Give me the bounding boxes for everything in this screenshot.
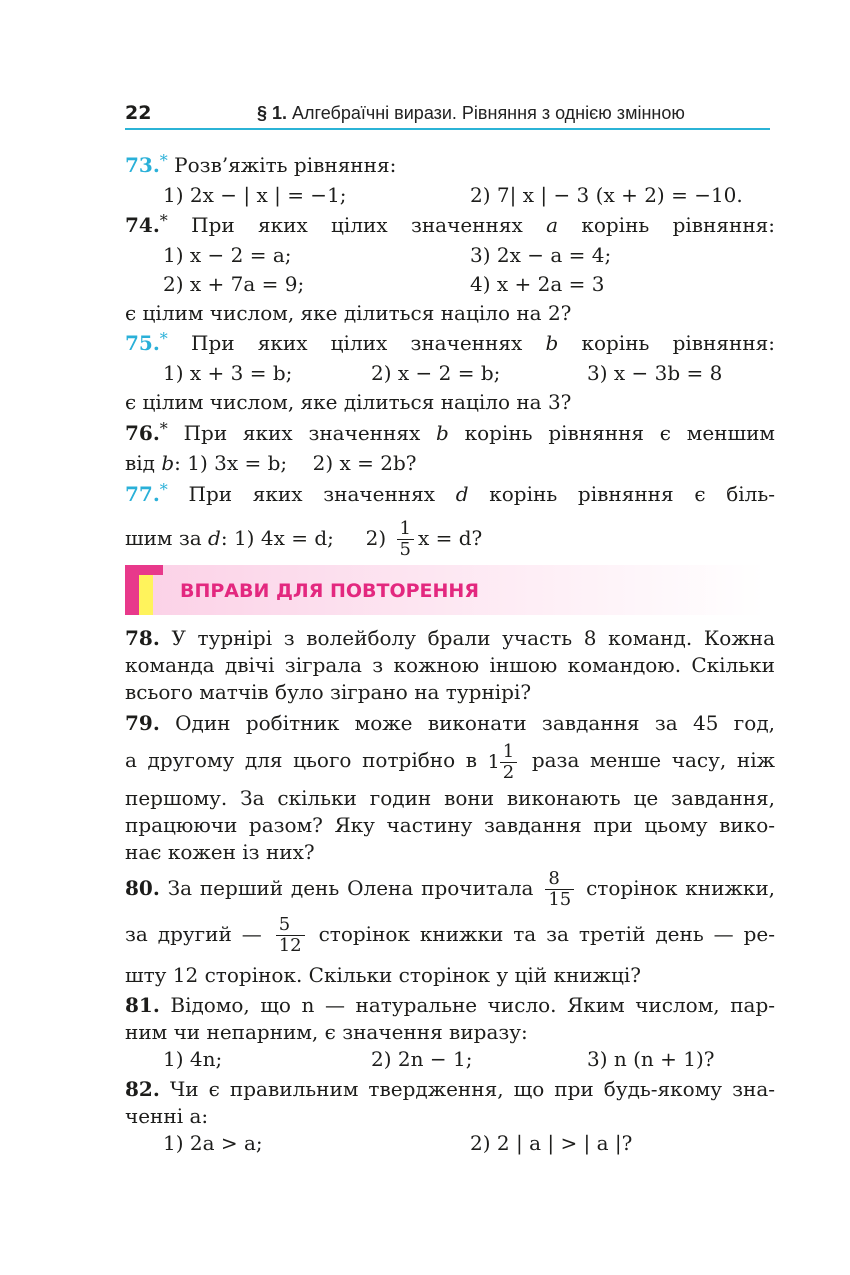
problem-text: Розв’яжіть рівняння:	[174, 153, 397, 177]
variable: a	[546, 213, 558, 237]
problem-text: Один робітник може виконати завдання за 45 год,	[175, 711, 775, 735]
item-label: 2)	[365, 526, 387, 550]
section-mark: § 1.	[257, 103, 288, 123]
item: 1) 2x − | x | = −1;	[163, 183, 347, 207]
problem-82-line1	[125, 1076, 775, 1102]
item: 2) 2 | a | > | a |?	[470, 1131, 633, 1155]
page-number: 22	[125, 102, 152, 124]
star-mark: *	[159, 151, 168, 170]
problem-text: сторінок книжки,	[586, 876, 776, 900]
problem-74	[125, 212, 775, 240]
problem-text: При яких значеннях	[188, 482, 436, 506]
problem-81-line2: ним чи непарним, є значення виразу:	[125, 1020, 528, 1044]
problem-number: 80.	[125, 876, 160, 900]
problem-text: корінь рівняння є біль-	[489, 482, 776, 506]
problem-79-line5: нає кожен із них?	[125, 840, 315, 864]
problem-76	[125, 420, 775, 448]
problem-text: корінь рівняння:	[581, 213, 776, 237]
problem-79-line3: першому. За скільки годин вони виконають це завдання,	[125, 786, 775, 810]
variable: b	[161, 451, 175, 475]
fraction-numerator: 1	[500, 742, 517, 763]
problem-80-line3: шту 12 сторінок. Скільки сторінок у цій книжці?	[125, 963, 642, 987]
problem-78-line3: всього матчів було зіграно на турнірі?	[125, 680, 532, 704]
problem-73	[125, 152, 775, 180]
fraction	[500, 742, 517, 783]
problem-77	[125, 481, 775, 509]
problem-number: 77.	[125, 482, 160, 506]
problem-text: За перший день Олена прочитала	[167, 876, 534, 900]
fraction-denominator: 5	[399, 539, 411, 560]
item: 2) x = 2b?	[312, 451, 417, 475]
banner-accent	[125, 565, 139, 615]
item: 4) x + 2a = 3	[470, 272, 605, 296]
problem-78-line1	[125, 625, 775, 651]
item: 1) 2a > a;	[163, 1131, 263, 1155]
variable: d	[455, 482, 469, 506]
problem-number: 82.	[125, 1077, 160, 1101]
problem-80-line1	[125, 863, 775, 913]
item: 3) x − 3b = 8	[587, 361, 723, 385]
item: x = d?	[418, 526, 483, 550]
problem-text: Чи є правильним твердження, що при будь-якому зна-	[169, 1077, 775, 1101]
problem-81-line1	[125, 992, 775, 1018]
problem-77-line2	[125, 515, 775, 561]
mixed-number	[488, 738, 522, 785]
fraction	[545, 869, 574, 910]
item: 2) 7| x | − 3 (x + 2) = −10.	[470, 183, 743, 207]
problem-number: 75.	[125, 331, 160, 355]
problem-76-line2	[125, 450, 775, 476]
item: 2) x − 2 = b;	[371, 361, 501, 385]
fraction-numerator: 5	[276, 915, 305, 936]
problem-text: У турнірі з волейболу брали участь 8 команд. Кожна	[171, 626, 775, 650]
item: 2) x + 7a = 9;	[163, 272, 305, 296]
problem-79-line1	[125, 710, 775, 736]
colon: :	[174, 451, 181, 475]
variable: b	[545, 331, 559, 355]
problem-79-line4: працюючи разом? Яку частину завдання при цьому вико-	[125, 813, 775, 837]
problem-79-line2	[125, 737, 775, 785]
problem-text: сторінок книжки та за третій день — ре-	[318, 922, 776, 946]
problem-number: 76.	[125, 421, 160, 445]
problem-text: При яких цілих значеннях	[191, 331, 523, 355]
fraction-denominator: 15	[548, 889, 572, 910]
item: 3) n (n + 1)?	[587, 1047, 715, 1071]
problem-text: за другий —	[125, 922, 262, 946]
item: 2) 2n − 1;	[371, 1047, 473, 1071]
problem-75	[125, 330, 775, 358]
variable: d	[208, 526, 221, 550]
banner-accent	[139, 565, 163, 575]
star-mark: *	[159, 480, 168, 499]
fraction	[276, 915, 305, 956]
problem-text: шим за	[125, 526, 202, 550]
problem-number: 81.	[125, 993, 160, 1017]
star-mark: *	[159, 329, 168, 348]
page-header	[125, 98, 770, 130]
problem-text: При яких цілих значеннях	[191, 213, 523, 237]
fraction	[397, 519, 414, 560]
running-title	[257, 103, 685, 124]
problem-text: корінь рівняння:	[581, 331, 776, 355]
problem-number: 78.	[125, 626, 160, 650]
problem-82-line2: ченні a:	[125, 1104, 209, 1128]
fraction-denominator: 2	[502, 762, 515, 783]
mixed-whole: 1	[487, 751, 500, 773]
star-mark: *	[159, 419, 168, 438]
section-title-text: Алгебраїчні вирази. Рівняння з однією змінною	[292, 103, 685, 123]
item: 1) x + 3 = b;	[163, 361, 293, 385]
fraction-denominator: 12	[278, 935, 302, 956]
item: 3) 2x − a = 4;	[470, 243, 612, 267]
item: 1) 4n;	[163, 1047, 223, 1071]
banner-accent	[139, 575, 153, 615]
problem-text: раза менше часу, ніж	[531, 748, 775, 772]
fraction-numerator: 1	[397, 519, 414, 540]
problem-80-line2	[125, 909, 775, 959]
problem-number: 74.	[125, 213, 160, 237]
problem-75-tail: є цілим числом, яке ділиться націло на 3?	[125, 390, 572, 414]
variable: b	[436, 421, 449, 445]
section-heading: ВПРАВИ ДЛЯ ПОВТОРЕННЯ	[180, 580, 479, 602]
problem-number: 79.	[125, 711, 160, 735]
problem-number: 73.	[125, 153, 160, 177]
problem-text: корінь рівняння є меншим	[464, 421, 775, 445]
colon: :	[220, 526, 228, 550]
item: 1) x − 2 = a;	[163, 243, 292, 267]
item: 1) 4x = d;	[233, 526, 334, 550]
problem-text: При яких значеннях	[183, 421, 421, 445]
fraction-numerator: 8	[545, 869, 574, 890]
item: 1) 3x = b;	[187, 451, 288, 475]
problem-text: від	[125, 451, 155, 475]
star-mark: *	[159, 211, 168, 230]
problem-text: Відомо, що n — натуральне число. Яким числом, пар-	[170, 993, 776, 1017]
problem-78-line2: команда двічі зіграла з кожною іншою командою. Скільки	[125, 653, 775, 677]
problem-text: а другому для цього потрібно в	[125, 748, 478, 772]
problem-74-tail: є цілим числом, яке ділиться націло на 2?	[125, 301, 572, 325]
